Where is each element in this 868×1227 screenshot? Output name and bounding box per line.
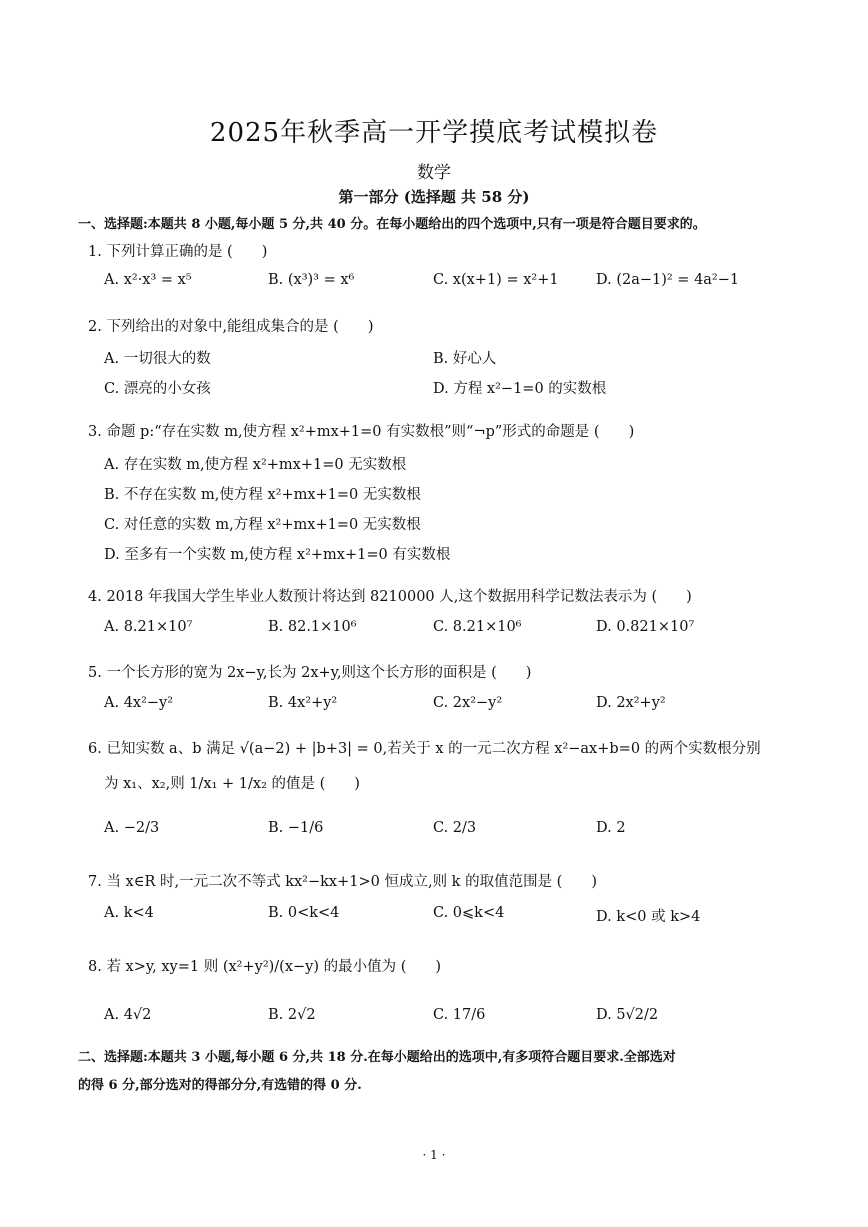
question-5-option-b: B. 4x²+y² bbox=[268, 695, 338, 711]
question-2-option-b: B. 好心人 bbox=[433, 351, 497, 367]
section-2-instructions-line-1: 二、选择题:本题共 3 小题,每小题 6 分,共 18 分.在每小题给出的选项中,有多项符合题目要求.全部选对 bbox=[78, 1050, 676, 1065]
question-7-stem: 7. 当 x∈R 时,一元二次不等式 kx²−kx+1>0 恒成立,则 k 的取值范围是 ( ) bbox=[88, 874, 597, 890]
question-4-option-a: A. 8.21×10⁷ bbox=[104, 619, 193, 635]
question-4-option-c: C. 8.21×10⁶ bbox=[433, 619, 522, 635]
question-1-option-a: A. x²·x³ = x⁵ bbox=[104, 272, 192, 288]
question-8-stem: 8. 若 x>y, xy=1 则 (x²+y²)/(x−y) 的最小值为 ( ) bbox=[88, 959, 442, 975]
question-2-stem: 2. 下列给出的对象中,能组成集合的是 ( ) bbox=[88, 319, 374, 335]
question-4-stem: 4. 2018 年我国大学生毕业人数预计将达到 8210000 人,这个数据用科学记数法表示为 ( ) bbox=[88, 589, 692, 605]
question-3-option-d: D. 至多有一个实数 m,使方程 x²+mx+1=0 有实数根 bbox=[104, 547, 451, 563]
question-5-option-a: A. 4x²−y² bbox=[104, 695, 174, 711]
question-6-option-d: D. 2 bbox=[596, 820, 626, 836]
question-2-option-a: A. 一切很大的数 bbox=[104, 351, 211, 367]
question-8-option-a: A. 4√2 bbox=[104, 1007, 152, 1023]
question-6-option-b: B. −1/6 bbox=[268, 820, 324, 836]
question-8-option-c: C. 17/6 bbox=[433, 1007, 486, 1023]
exam-title: 2025年秋季高一开学摸底考试模拟卷 bbox=[209, 118, 659, 148]
question-6-option-c: C. 2/3 bbox=[433, 820, 477, 836]
question-5-option-c: C. 2x²−y² bbox=[433, 695, 503, 711]
question-3-option-c: C. 对任意的实数 m,方程 x²+mx+1=0 无实数根 bbox=[104, 517, 421, 533]
question-5-stem: 5. 一个长方形的宽为 2x−y,长为 2x+y,则这个长方形的面积是 ( ) bbox=[88, 665, 532, 681]
question-1-option-d: D. (2a−1)² = 4a²−1 bbox=[596, 272, 740, 288]
question-6-stem: 6. 已知实数 a、b 满足 √(a−2) + |b+3| = 0,若关于 x 的一元二次方程 x²−ax+b=0 的两个实数根分别 bbox=[88, 741, 761, 757]
question-4-option-b: B. 82.1×10⁶ bbox=[268, 619, 357, 635]
question-7-option-c: C. 0⩽k<4 bbox=[433, 905, 505, 921]
question-4-option-d: D. 0.821×10⁷ bbox=[596, 619, 695, 635]
question-6-option-a: A. −2/3 bbox=[104, 820, 160, 836]
subject-heading: 数学 bbox=[417, 163, 451, 183]
question-3-option-b: B. 不存在实数 m,使方程 x²+mx+1=0 无实数根 bbox=[104, 487, 421, 503]
question-2-option-d: D. 方程 x²−1=0 的实数根 bbox=[433, 381, 607, 397]
question-8-option-b: B. 2√2 bbox=[268, 1007, 316, 1023]
question-7-option-a: A. k<4 bbox=[104, 905, 154, 921]
question-6-stem-continued: 为 x₁、x₂,则 1/x₁ + 1/x₂ 的值是 ( ) bbox=[104, 776, 360, 792]
question-1-stem: 1. 下列计算正确的是 ( ) bbox=[88, 244, 268, 260]
page-number: · 1 · bbox=[422, 1148, 446, 1162]
question-7-option-b: B. 0<k<4 bbox=[268, 905, 340, 921]
question-3-stem: 3. 命题 p:“存在实数 m,使方程 x²+mx+1=0 有实数根”则“¬p”形式的命题是 ( ) bbox=[88, 424, 635, 440]
question-3-option-a: A. 存在实数 m,使方程 x²+mx+1=0 无实数根 bbox=[104, 457, 407, 473]
question-1-option-c: C. x(x+1) = x²+1 bbox=[433, 272, 559, 288]
question-7-option-d: D. k<0 或 k>4 bbox=[596, 909, 701, 925]
part-heading: 第一部分 (选择题 共 58 分) bbox=[338, 188, 530, 206]
section-2-instructions-line-2: 的得 6 分,部分选对的得部分分,有选错的得 0 分. bbox=[78, 1078, 362, 1093]
question-8-option-d: D. 5√2/2 bbox=[596, 1007, 659, 1023]
question-1-option-b: B. (x³)³ = x⁶ bbox=[268, 272, 355, 288]
question-2-option-c: C. 漂亮的小女孩 bbox=[104, 381, 211, 397]
question-5-option-d: D. 2x²+y² bbox=[596, 695, 666, 711]
section-1-instructions: 一、选择题:本题共 8 小题,每小题 5 分,共 40 分。在每小题给出的四个选项中,只有一项是符合题目要求的。 bbox=[78, 217, 706, 232]
